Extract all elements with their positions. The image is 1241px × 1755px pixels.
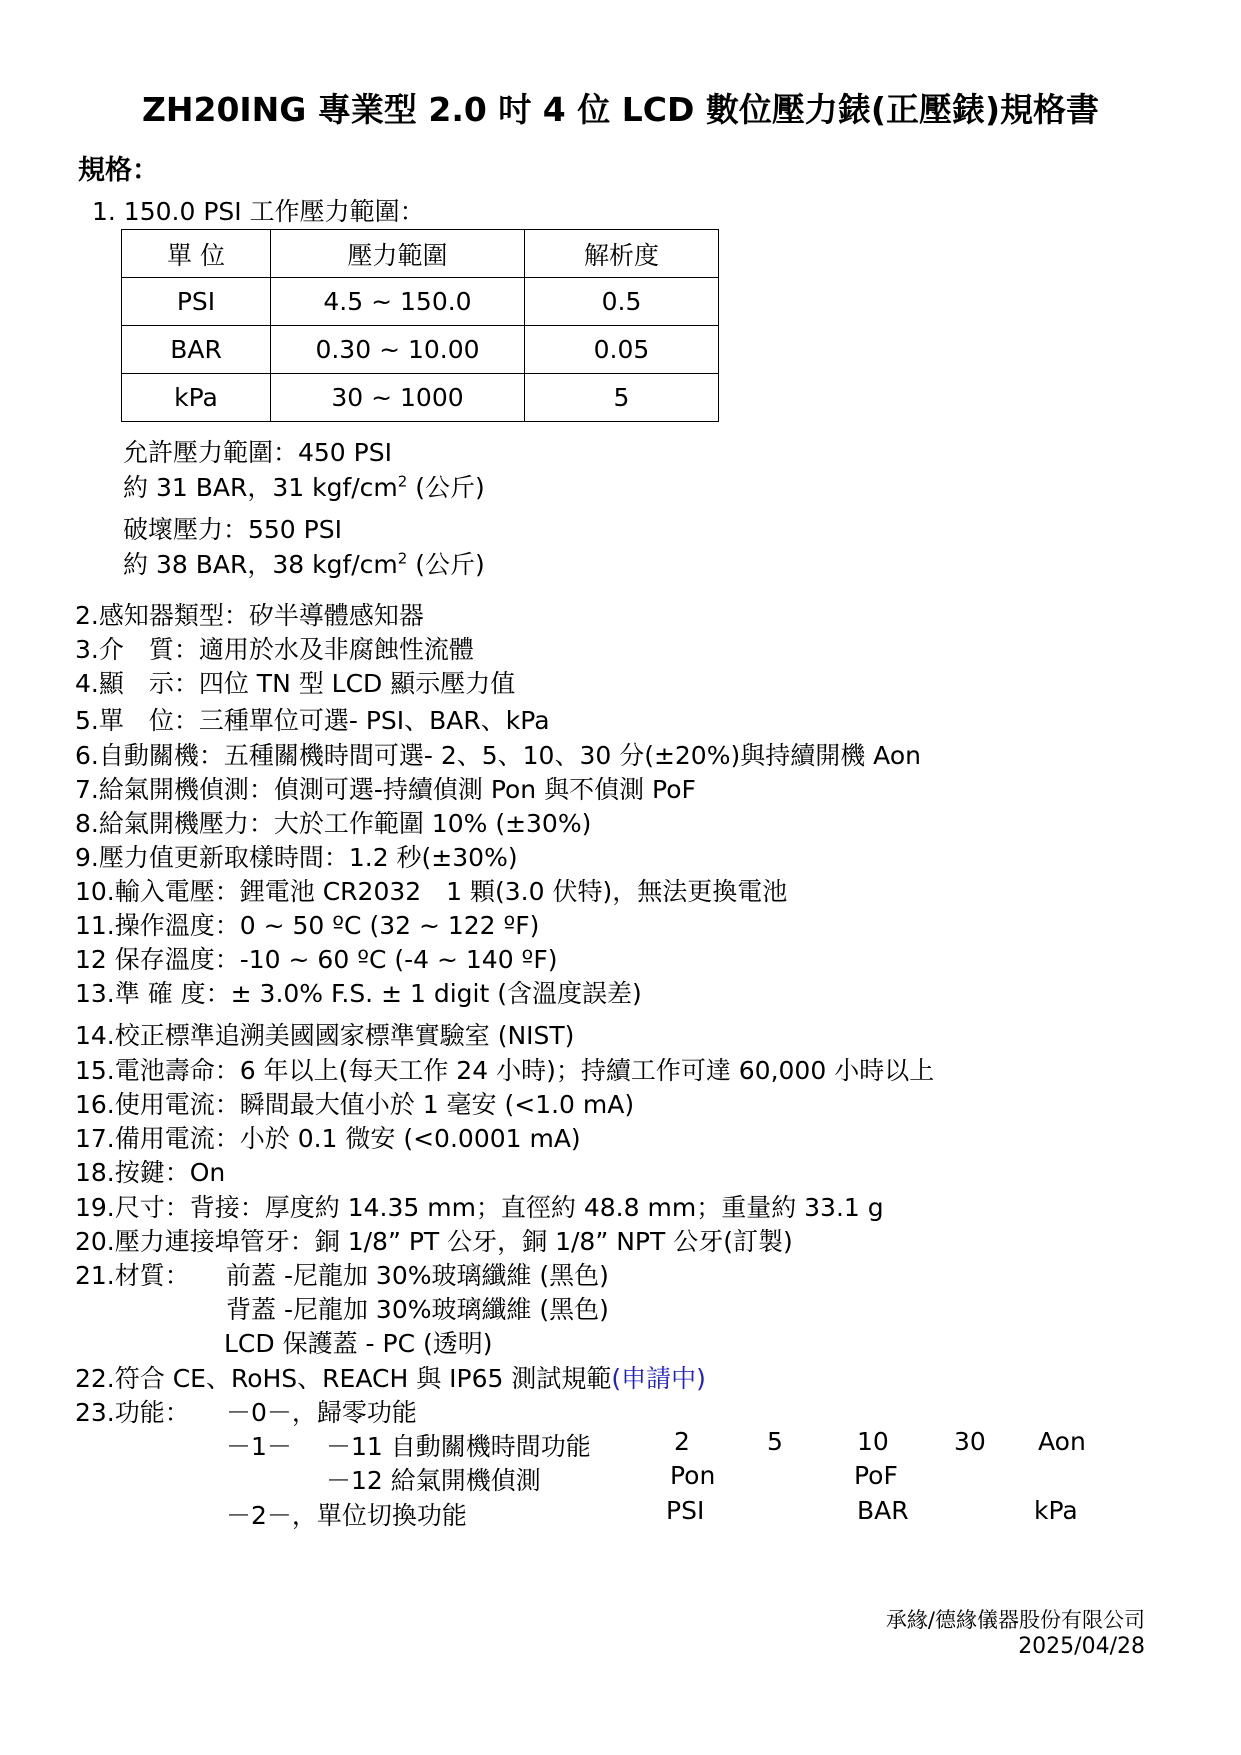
company-name: 承緣/德緣儀器股份有限公司 (885, 1608, 1145, 1632)
compliance-text: 22.符合 CE、RoHS、REACH 與 IP65 測試規範 (75, 1364, 612, 1393)
functions-label: 23.功能： (75, 1398, 190, 1427)
pressure-range-table (121, 229, 719, 422)
table-cell: 0.30 ~ 10.00 (271, 326, 525, 374)
material-lcd-cover: LCD 保護蓋 - PC (透明) (224, 1329, 493, 1358)
table-row (122, 326, 719, 374)
unit-option: PSI (666, 1496, 705, 1525)
auto-off-option: 5 (767, 1427, 783, 1456)
document-date: 2025/04/28 (1018, 1634, 1145, 1659)
page-title: ZH20ING 專業型 2.0 吋 4 位 LCD 數位壓力錶(正壓錶)規格書 (141, 90, 1100, 129)
auto-off-option: Aon (1038, 1427, 1086, 1456)
allowed-pressure-conversion: 約 31 BAR，31 kgf/$cm^2$ (公斤) (123, 472, 485, 502)
auto-off-option: 30 (954, 1427, 986, 1456)
table-cell: PSI (122, 278, 271, 326)
table-cell: BAR (122, 326, 271, 374)
auto-off-option: 10 (857, 1427, 889, 1456)
table-header-cell: 解析度 (525, 230, 719, 278)
spec-item-pressure-detect: 7.給氣開機偵測：偵測可選-持續偵測 Pon 與不偵測 PoF (75, 775, 696, 804)
spec-item-display: 4.顯 示：四位 TN 型 LCD 顯示壓力值 (75, 669, 516, 698)
function-pressure-detect: －12 給氣開機偵測 (326, 1466, 541, 1495)
spec-item-medium: 3.介 質：適用於水及非腐蝕性流體 (75, 635, 474, 664)
range-heading: 1. 150.0 PSI 工作壓力範圍： (92, 197, 425, 226)
unit-option: BAR (857, 1496, 909, 1525)
table-row (122, 374, 719, 422)
burst-pressure: 破壞壓力：550 PSI (123, 515, 342, 544)
spec-item-dimensions: 19.尺寸：背接：厚度約 14.35 mm；直徑約 48.8 mm；重量約 33.1 g (75, 1193, 884, 1222)
spec-item-auto-off: 6.自動關機：五種關機時間可選- 2、5、10、30 分(±20%)與持續開機 Aon (75, 741, 921, 770)
material-front-cover: 前蓋 -尼龍加 30%玻璃纖維 (黑色) (226, 1261, 609, 1290)
compliance-line (75, 1359, 706, 1395)
spec-item-current: 16.使用電流：瞬間最大值小於 1 毫安 (<1.0 mA) (75, 1090, 635, 1119)
function-zero: －0－，歸零功能 (226, 1398, 417, 1427)
table-cell: 30 ~ 1000 (271, 374, 525, 422)
table-header-cell: 單 位 (122, 230, 271, 278)
table-cell: 0.5 (525, 278, 719, 326)
pressure-detect-option: Pon (670, 1461, 716, 1490)
spec-item-standby-current: 17.備用電流：小於 0.1 微安 (<0.0001 mA) (75, 1124, 581, 1153)
function-auto-off: －11 自動關機時間功能 (326, 1432, 591, 1461)
table-row (122, 278, 719, 326)
spec-item-units: 5.單 位：三種單位可選- PSI、BAR、kPa (75, 706, 550, 735)
spec-heading: 規格： (78, 155, 159, 186)
burst-pressure-conversion: 約 38 BAR，38 kgf/$cm^2$ (公斤) (123, 549, 485, 579)
spec-item-wake-pressure: 8.給氣開機壓力：大於工作範圍 10% (±30%) (75, 809, 592, 838)
spec-item-battery-life: 15.電池壽命：6 年以上(每天工作 24 小時)；持續工作可達 60,000 小時以上 (75, 1056, 935, 1085)
material-back-cover: 背蓋 -尼龍加 30%玻璃纖維 (黑色) (226, 1295, 609, 1324)
auto-off-option: 2 (674, 1427, 690, 1456)
table-cell: 5 (525, 374, 719, 422)
materials-label: 21.材質： (75, 1261, 190, 1290)
spec-item-voltage: 10.輸入電壓：鋰電池 CR2032 1 顆(3.0 伏特)，無法更換電池 (75, 877, 788, 906)
function-1: －1－ (226, 1432, 292, 1461)
spec-item-button: 18.按鍵：On (75, 1158, 226, 1187)
allowed-pressure: 允許壓力範圍：450 PSI (123, 438, 392, 467)
spec-item-sampling: 9.壓力值更新取樣時間：1.2 秒(±30%) (75, 843, 518, 872)
spec-item-accuracy: 13.準 確 度：± 3.0% F.S. ± 1 digit (含溫度誤差) (75, 979, 642, 1008)
table-cell: 0.05 (525, 326, 719, 374)
table-header-row (122, 230, 719, 278)
spec-item-calibration: 14.校正標準追溯美國國家標準實驗室 (NIST) (75, 1021, 575, 1050)
compliance-status: (申請中) (611, 1364, 706, 1393)
spec-item-connection: 20.壓力連接埠管牙：銅 1/8” PT 公牙，銅 1/8” NPT 公牙(訂製) (75, 1227, 793, 1256)
function-unit-switch: －2－，單位切換功能 (226, 1501, 467, 1530)
spec-item-sensor: 2.感知器類型：矽半導體感知器 (75, 601, 424, 630)
table-cell: kPa (122, 374, 271, 422)
unit-option: kPa (1034, 1496, 1078, 1525)
table-header-cell: 壓力範圍 (271, 230, 525, 278)
table-cell: 4.5 ~ 150.0 (271, 278, 525, 326)
pressure-detect-option: PoF (854, 1461, 898, 1490)
spec-item-operating-temp: 11.操作溫度：0 ~ 50 ºC (32 ~ 122 ºF) (75, 911, 540, 940)
spec-item-storage-temp: 12 保存溫度：-10 ~ 60 ºC (-4 ~ 140 ºF) (75, 945, 558, 974)
